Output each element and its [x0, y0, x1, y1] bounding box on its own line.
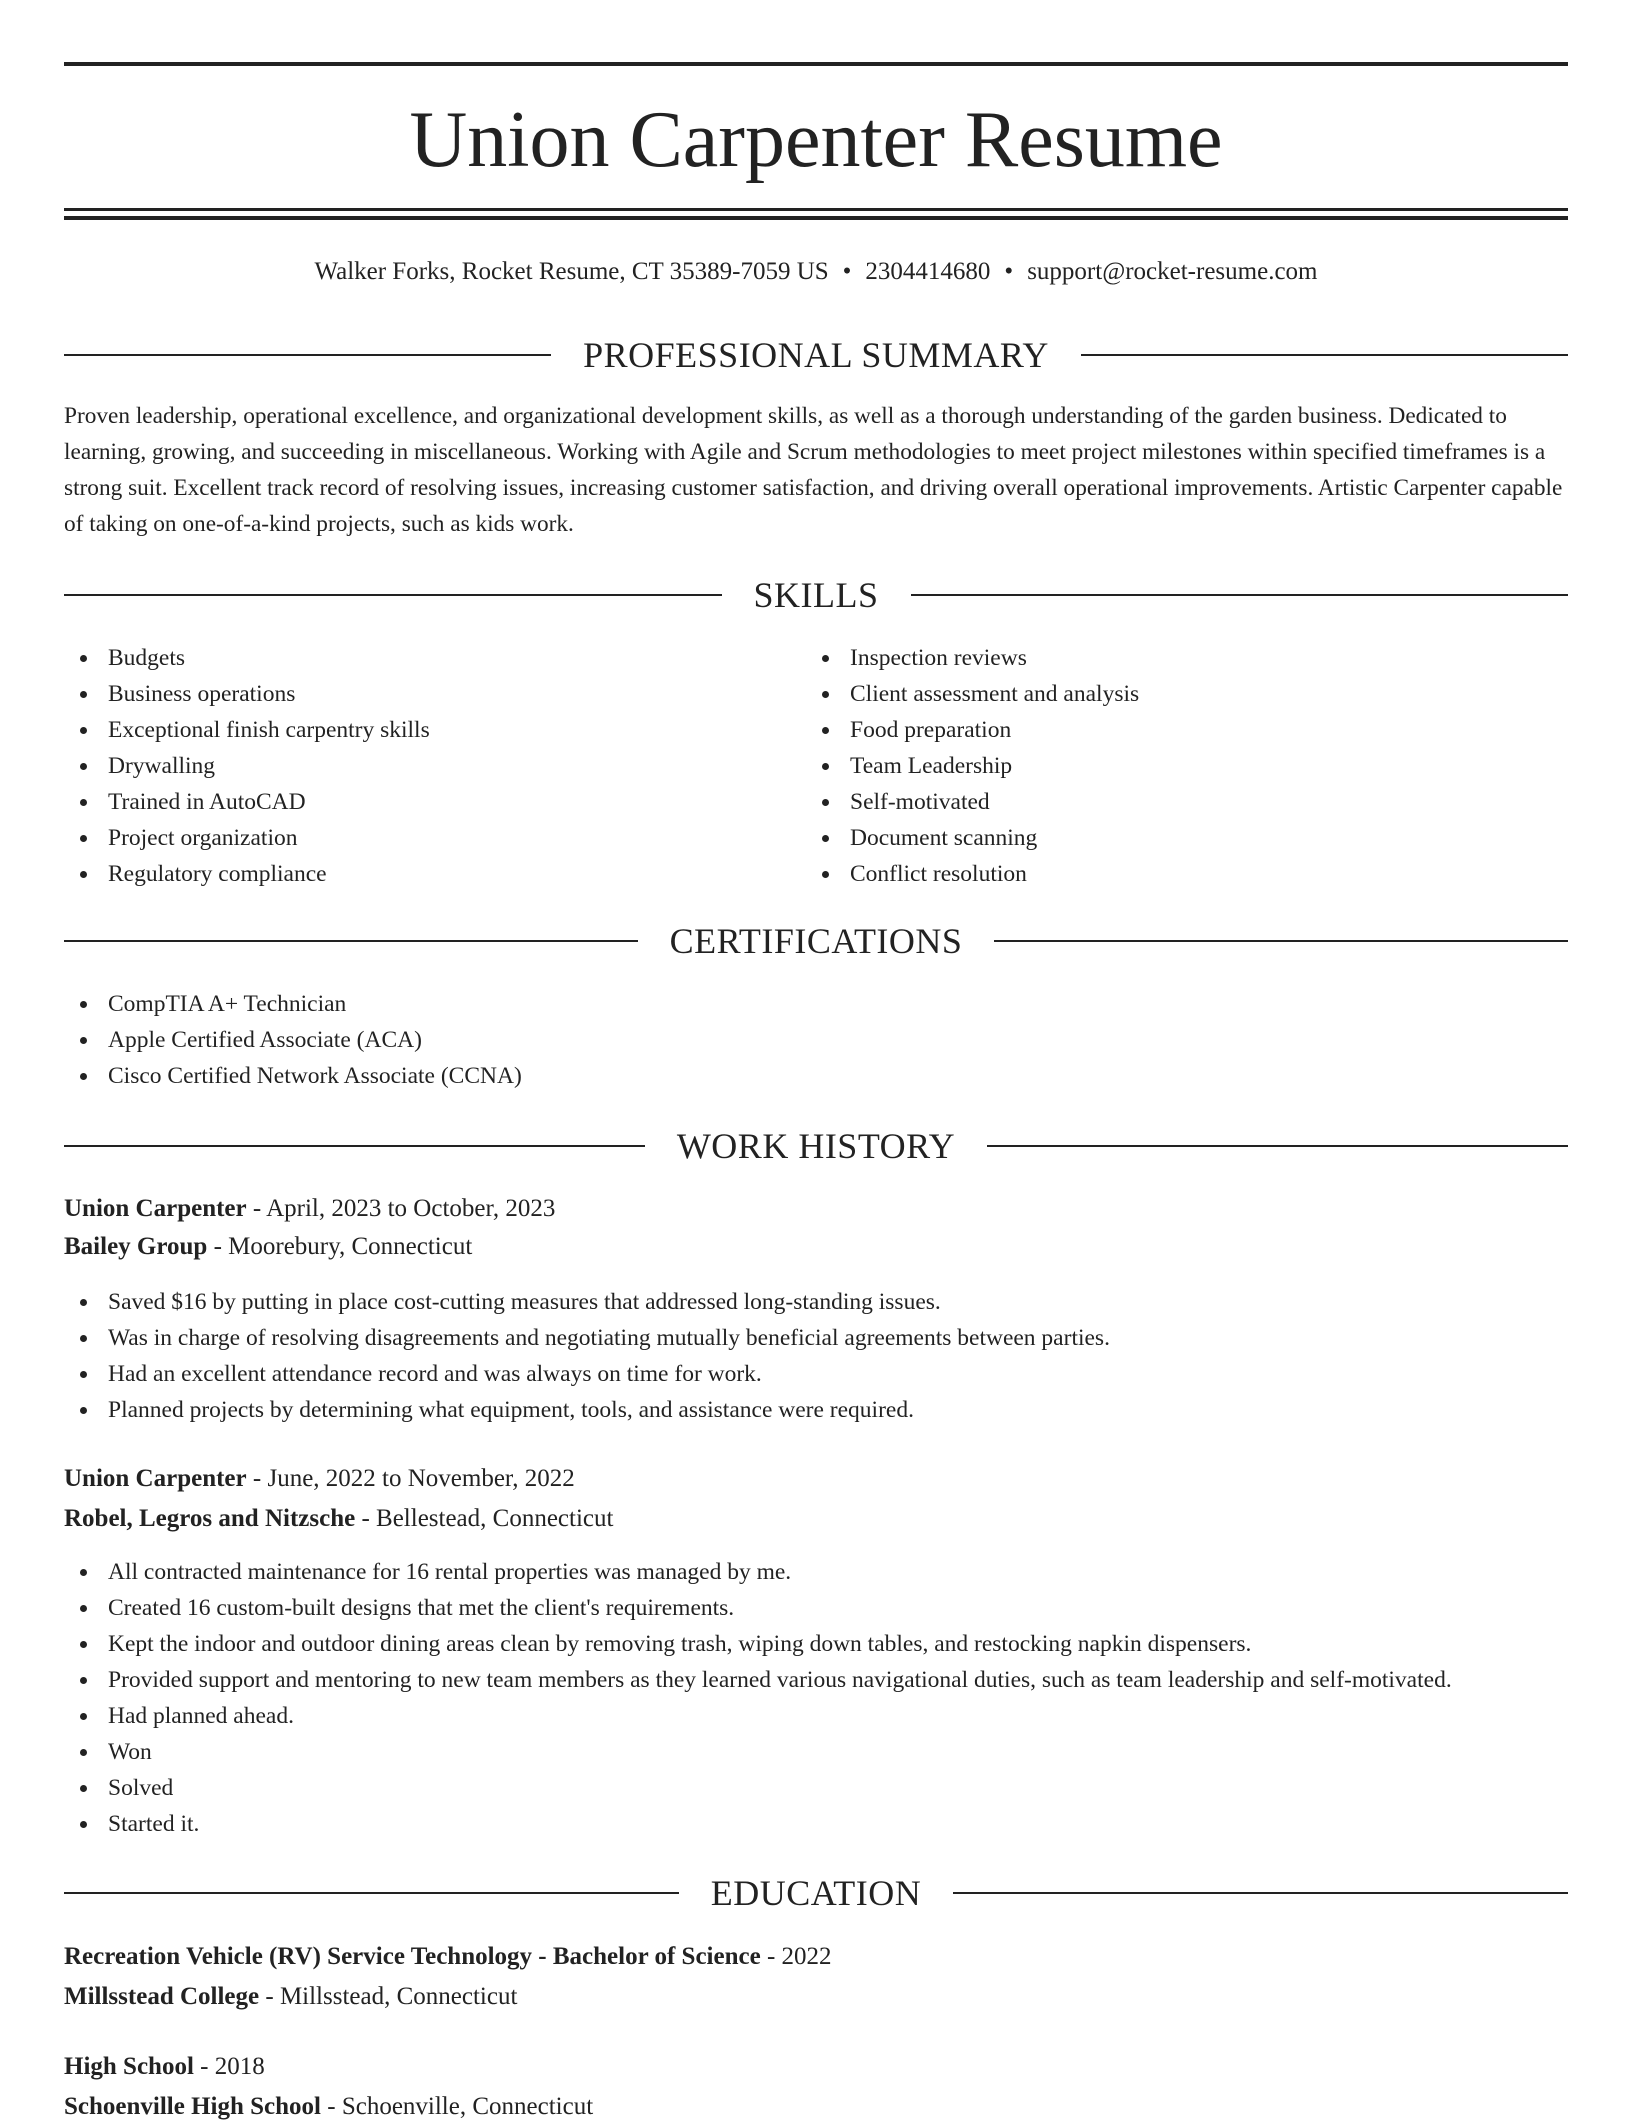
skill-item: Inspection reviews [806, 640, 1568, 676]
skills-heading-label: SKILLS [753, 575, 879, 615]
dash: - [320, 2093, 342, 2120]
certifications-list [64, 986, 1568, 1094]
dash: - [246, 1195, 267, 1222]
top-rule [64, 62, 1568, 66]
job-title-line [64, 1460, 1568, 1498]
skills-heading [64, 573, 1568, 617]
job-company-line [64, 1228, 1568, 1266]
school: Schoenville High School [64, 2093, 321, 2120]
skill-item: Team Leadership [806, 748, 1568, 784]
job-bullet: Won [64, 1734, 1568, 1770]
summary-text: Proven leadership, operational excellence, and organizational development skills, as well as a thorough understanding of the garden business. Dedicated to learning, growing, and succeeding in miscellaneous. Working with Agile and Scrum methodologies to meet project milestones within specified timeframes is a strong suit. Excellent track record of resolving issues, increasing customer satisfaction, and driving overall operational improvements. Artistic Carpenter capable of taking on one-of-a-kind projects, such as kids work. [64, 403, 1563, 537]
job-bullet: Was in charge of resolving disagreements and negotiating mutually beneficial agreements between parties. [64, 1320, 1568, 1356]
job-title: Union Carpenter [64, 1465, 247, 1492]
skill-item: Trained in AutoCAD [64, 784, 804, 820]
job-bullets [64, 1284, 1568, 1428]
job-bullet: Had an excellent attendance record and was always on time for work. [64, 1356, 1568, 1392]
job-dates: April, 2023 to October, 2023 [266, 1195, 556, 1222]
skill-item: Budgets [64, 640, 804, 676]
heading-rule-right [994, 940, 1568, 942]
job-bullet: Planned projects by determining what equipment, tools, and assistance were required. [64, 1392, 1568, 1428]
job-location: Bellestead, Connecticut [376, 1505, 614, 1532]
contact-address: Walker Forks, Rocket Resume, CT 35389-7059 US [314, 258, 829, 285]
school-location: Schoenville, Connecticut [341, 2093, 594, 2120]
job-title-line [64, 1190, 1568, 1228]
heading-rule-right [1081, 354, 1568, 356]
school: Millsstead College [64, 1983, 260, 2010]
job-bullet: Had planned ahead. [64, 1698, 1568, 1734]
school-location: Millsstead, Connecticut [279, 1983, 518, 2010]
graduation-year: 2022 [781, 1943, 832, 1970]
school-line [64, 2088, 1568, 2126]
skill-item: Document scanning [806, 820, 1568, 856]
heading-rule-right [911, 594, 1569, 596]
contact-email: support@rocket-resume.com [1027, 258, 1318, 285]
job-bullet: Solved [64, 1770, 1568, 1806]
dash: - [760, 1943, 782, 1970]
job-company-line [64, 1500, 1568, 1538]
summary-heading [64, 333, 1568, 377]
dash: - [207, 1233, 229, 1260]
education-heading [64, 1871, 1568, 1915]
heading-rule-left [64, 1892, 679, 1894]
title-rule-upper [64, 208, 1568, 211]
job-company: Bailey Group [64, 1233, 208, 1260]
heading-rule-right [987, 1145, 1568, 1147]
job-location: Moorebury, Connecticut [228, 1233, 473, 1260]
contact-phone: 2304414680 [865, 258, 991, 285]
job-bullet: Kept the indoor and outdoor dining areas clean by removing trash, wiping down tables, and restocking napkin dispensers. [64, 1626, 1568, 1662]
degree: High School [64, 2053, 194, 2080]
heading-rule-left [64, 354, 551, 356]
contact-line [64, 254, 1568, 290]
job-bullet: All contracted maintenance for 16 rental properties was managed by me. [64, 1554, 1568, 1590]
skills-list-left [64, 640, 804, 892]
certification-item: Apple Certified Associate (ACA) [64, 1022, 1568, 1058]
job-company: Robel, Legros and Nitzsche [64, 1505, 356, 1532]
dash: - [259, 1983, 280, 2010]
heading-rule-right [953, 1892, 1568, 1894]
heading-rule-left [64, 594, 722, 596]
certifications-heading [64, 919, 1568, 963]
degree: Recreation Vehicle (RV) Service Technology - Bachelor of Science [64, 1943, 761, 1970]
heading-rule-left [64, 1145, 645, 1147]
job-bullet: Provided support and mentoring to new team members as they learned various navigational duties, such as team leadership and self-motivated. [64, 1662, 1568, 1698]
page-title: Union Carpenter Resume [409, 96, 1223, 184]
skill-item: Food preparation [806, 712, 1568, 748]
heading-rule-left [64, 940, 638, 942]
certifications-heading-label: CERTIFICATIONS [669, 921, 963, 961]
skill-item: Exceptional finish carpentry skills [64, 712, 804, 748]
dash: - [246, 1465, 268, 1492]
education-heading-label: EDUCATION [710, 1873, 922, 1913]
job-title: Union Carpenter [64, 1195, 247, 1222]
skill-item: Project organization [64, 820, 804, 856]
skill-item: Regulatory compliance [64, 856, 804, 892]
dash: - [193, 2053, 215, 2080]
job-bullet: Saved $16 by putting in place cost-cutting measures that addressed long-standing issues. [64, 1284, 1568, 1320]
skill-item: Client assessment and analysis [806, 676, 1568, 712]
degree-line [64, 2048, 1568, 2086]
dash: - [355, 1505, 377, 1532]
skill-item: Business operations [64, 676, 804, 712]
summary-heading-label: PROFESSIONAL SUMMARY [583, 335, 1049, 375]
skill-item: Self-motivated [806, 784, 1568, 820]
job-bullet: Started it. [64, 1806, 1568, 1842]
degree-line [64, 1938, 1568, 1976]
graduation-year: 2018 [214, 2053, 265, 2080]
contact-separator: • [842, 258, 852, 285]
job-dates: June, 2022 to November, 2022 [267, 1465, 575, 1492]
job-bullet: Created 16 custom-built designs that met the client's requirements. [64, 1590, 1568, 1626]
work-history-heading-label: WORK HISTORY [676, 1126, 956, 1166]
school-line [64, 1978, 1568, 2016]
certification-item: CompTIA A+ Technician [64, 986, 1568, 1022]
title-rule-lower [64, 216, 1568, 220]
skill-item: Drywalling [64, 748, 804, 784]
skill-item: Conflict resolution [806, 856, 1568, 892]
certification-item: Cisco Certified Network Associate (CCNA) [64, 1058, 1568, 1094]
work-history-heading [64, 1124, 1568, 1168]
job-bullets [64, 1554, 1568, 1842]
skills-list-right [806, 640, 1568, 892]
contact-separator: • [1004, 258, 1014, 285]
